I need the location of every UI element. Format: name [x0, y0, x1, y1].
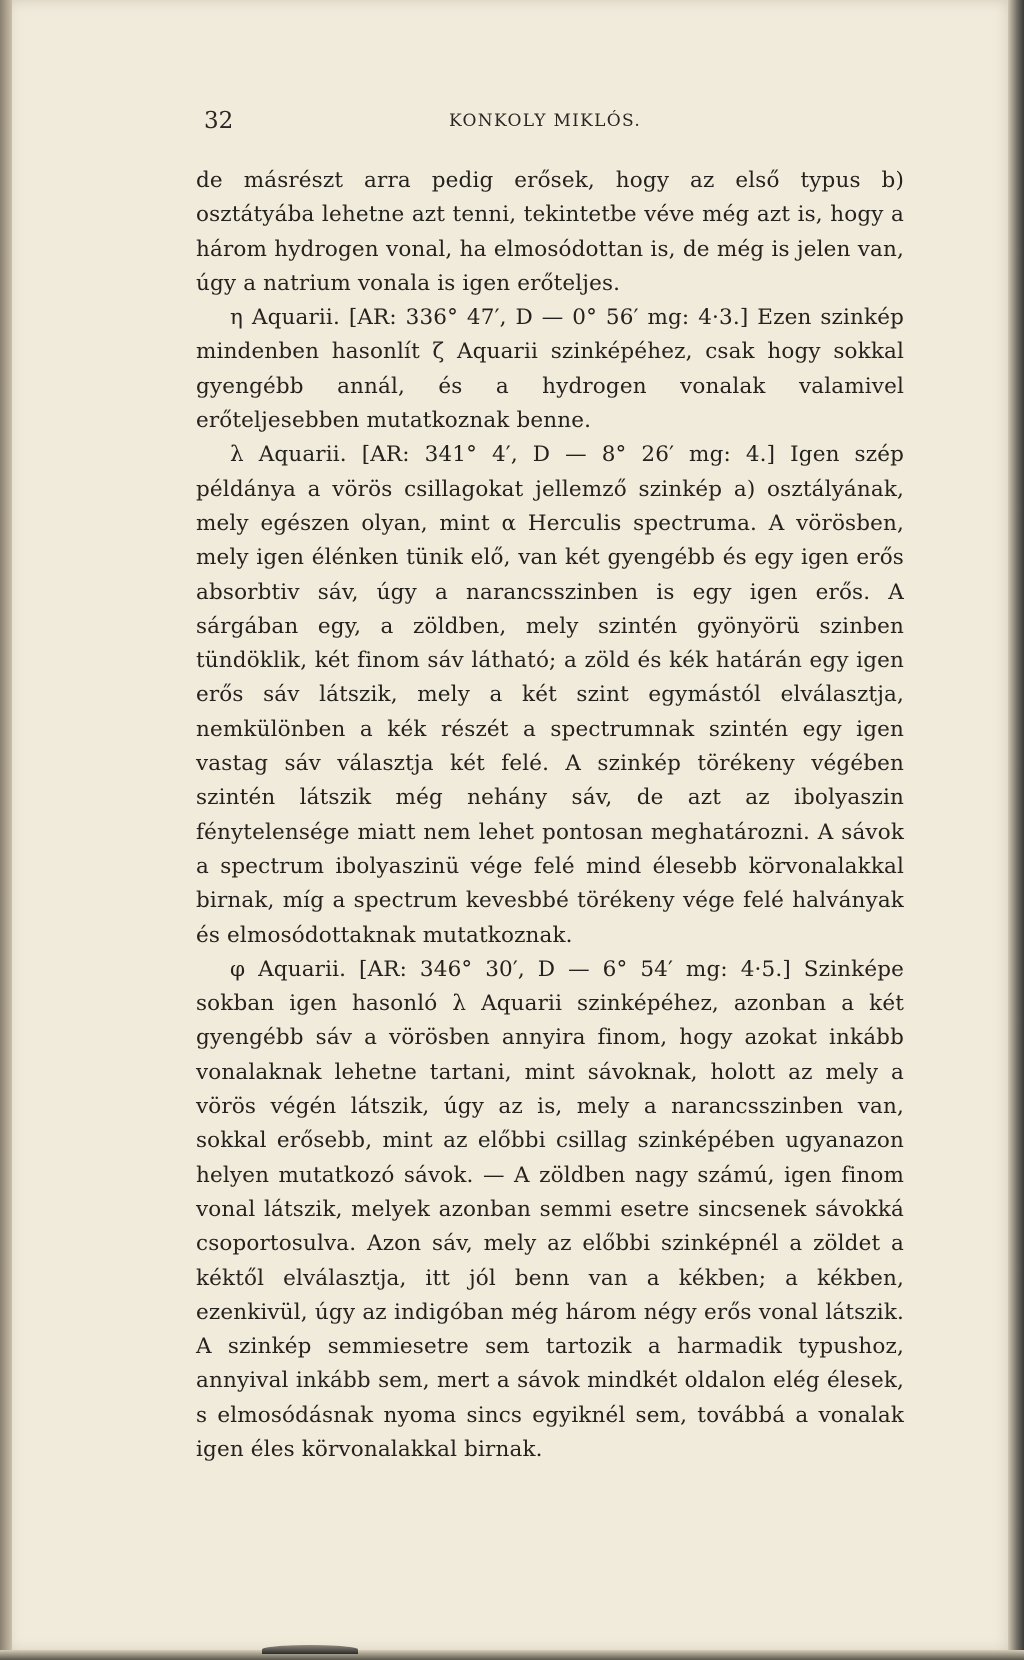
page-number: 32 — [204, 108, 234, 134]
bottom-page-edge — [0, 1650, 1024, 1660]
paragraph-continuation: de másrészt arra pedig erősek, hogy az első typus b) osztátyába lehetne azt tenni, tekintetbe véve még azt is, hogy a három hydrogen vonal, ha elmosódottan is, de még is jelen van, úgy a natrium vonala is igen erőteljes. — [196, 168, 904, 296]
body-text — [196, 164, 904, 1467]
page-header — [204, 108, 904, 138]
paragraph-eta-aquarii: η Aquarii. [AR: 336° 47′, D — 0° 56′ mg: 4·3.] Ezen szinkép mindenben hasonlít ζ Aquarii szinképéhez, csak hogy sokkal gyengébb annál, és a hydrogen vonalak valamivel erőteljesebben mutatkoznak benne. — [196, 305, 904, 434]
scan-edge-mark — [262, 1645, 358, 1654]
paragraph-lambda-aquarii: λ Aquarii. [AR: 341° 4′, D — 8° 26′ mg: 4.] Igen szép példánya a vörös csillagokat jellemző szinkép a) osztályának, mely egészen olyan, mint α Herculis spectruma. A vörösben, mely igen élénken tünik elő, van két gyengébb és egy igen erős absorbtiv sáv, úgy a narancsszinben is egy igen erős. A sárgában egy, a zöldben, mely szintén gyönyörü szinben tündöklik, két finom sáv látható; a zöld és kék határán egy igen erős sáv látszik, mely a két szint egymástól elválasztja, nemkülönben a kék részét a spectrumnak szintén egy igen vastag sáv választja két felé. A szinkép törékeny végében szintén látszik még nehány sáv, de azt az ibolyaszin fénytelensége miatt nem lehet pontosan meghatározni. A sávok a spectrum ibolyaszinü vége felé mind élesebb körvonalakkal birnak, míg a spectrum kevesbbé törékeny vége felé halványak és elmosódottaknak mutatkoznak. — [196, 442, 904, 948]
left-page-gutter — [0, 0, 12, 1660]
running-head: KONKOLY MIKLÓS. — [449, 111, 642, 131]
right-page-edge — [1008, 0, 1024, 1660]
paragraph-phi-aquarii: φ Aquarii. [AR: 346° 30′, D — 6° 54′ mg: 4·5.] Szinképe sokban igen hasonló λ Aquarii szinképéhez, azonban a két gyengébb sáv a vörösben annyira finom, hogy azokat inkább vonalaknak lehetne tartani, mint sávoknak, holott az mely a vörös végén látszik, úgy az is, mely a narancsszinben van, sokkal erősebb, mint az előbbi csillag szinképében ugyanazon helyen mutatkozó sávok. — A zöldben nagy számú, igen finom vonal látszik, melyek azonban semmi esetre sincsenek sávokká csoportosulva. Azon sáv, mely az előbbi szinképnél a zöldet a kéktől elválasztja, itt jól benn van a kékben; a kékben, ezenkivül, úgy az indigóban még három négy erős vonal látszik. A szinkép semmiesetre sem tartozik a harmadik typushoz, annyival inkább sem, mert a sávok mindkét oldalon elég élesek, s elmosódásnak nyoma sincs egyiknél sem, továbbá a vonalak igen éles körvonalakkal birnak. — [196, 956, 904, 1462]
